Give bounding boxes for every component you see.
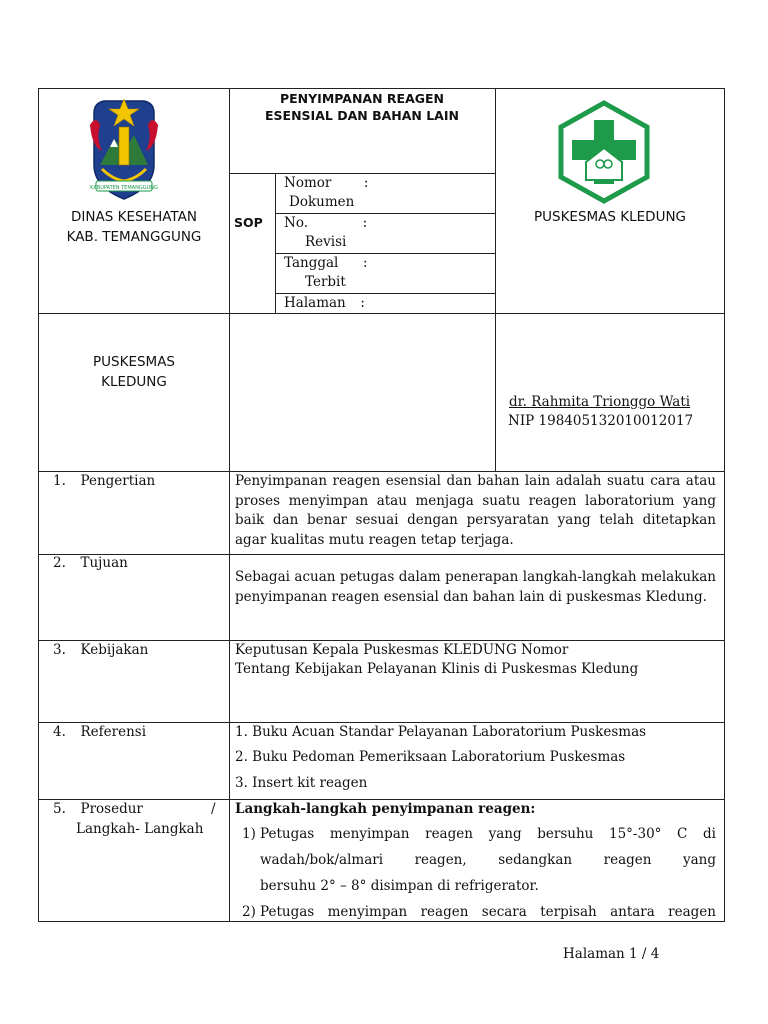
section-number: 1. [53, 473, 66, 489]
section-label: Prosedur [80, 801, 143, 817]
field-halaman [284, 294, 365, 314]
section-pengertian-text: Penyimpanan reagen esensial dan bahan lain adalah suatu cara atau proses menyimpan atau menjaga suatu reagen laboratorium yang baik dan benar sesuai dengan persyaratan yang telah ditetapkan agar kualitas mutu reagen tetap terjaga. [235, 473, 716, 548]
prosedur-label-slash: / [211, 801, 216, 817]
section-pengertian-label [53, 472, 155, 492]
section-label: Tujuan [80, 555, 128, 571]
approval-org-line1: PUSKESMAS [93, 354, 175, 370]
header-divider-right [495, 88, 496, 472]
referensi-item-2: 2. Buku Pedoman Pemeriksaan Laboratorium Puskesmas [235, 749, 626, 765]
prosedur-label-line2: Langkah- Langkah [76, 821, 204, 837]
step2-num: 2) [242, 904, 256, 920]
signer-name: dr. Rahmita Trionggo Wati [509, 394, 691, 410]
field-label: Tanggal [284, 255, 339, 271]
field-tanggal-terbit [284, 254, 368, 274]
document-title [232, 90, 492, 124]
title-line2: ESENSIAL DAN BAHAN LAIN [265, 108, 459, 123]
prosedur-heading: Langkah-langkah penyimpanan reagen: [235, 801, 536, 817]
section-number: 5. [53, 801, 66, 817]
section-referensi-label [53, 723, 146, 743]
section-label: Referensi [80, 724, 147, 740]
signer-nip: NIP 198405132010012017 [508, 413, 694, 429]
content-divider [229, 471, 230, 922]
field-sep: : [362, 215, 368, 231]
table-border-right [724, 88, 725, 922]
page-number: Halaman 1 / 4 [563, 946, 660, 962]
field-sep: : [362, 255, 368, 271]
step1-num: 1) [242, 826, 256, 842]
section-prosedur-label [53, 800, 143, 820]
section-tujuan-label [53, 554, 128, 574]
puskesmas-logo [556, 100, 652, 204]
section-number: 3. [53, 642, 66, 658]
step2-line1: Petugas menyimpan reagen secara terpisah antara reagen [260, 904, 716, 920]
field-label: No. [284, 215, 308, 231]
referensi-item-1: 1. Buku Acuan Standar Pelayanan Laboratorium Puskesmas [235, 724, 647, 740]
kebijakan-line2: Tentang Kebijakan Pelayanan Klinis di Puskesmas Kledung [235, 661, 639, 677]
dinas-name [40, 208, 228, 247]
field-label: Halaman [284, 295, 346, 311]
field-sep: : [360, 295, 365, 311]
kebijakan-line1: Keputusan Kepala Puskesmas KLEDUNG Nomor [235, 642, 569, 658]
field-sep: : [363, 175, 369, 191]
puskesmas-name-header: PUSKESMAS KLEDUNG [533, 209, 687, 225]
section-label: Kebijakan [80, 642, 149, 658]
dinas-line1: DINAS KESEHATAN [71, 209, 197, 225]
approval-org-line2: KLEDUNG [101, 373, 167, 390]
header-divider-left [229, 88, 230, 472]
section-tujuan-text: Sebagai acuan petugas dalam penerapan langkah-langkah melakukan penyimpanan reagen esensial dan bahan lain di puskesmas Kledung. [235, 569, 716, 605]
field-tanggal-terbit-2: Terbit [305, 274, 346, 290]
dinas-line2: KAB. TEMANGGUNG [66, 228, 202, 245]
step1-line2: wadah/bok/almari reagen, sedangkan reagen yang [260, 852, 716, 868]
title-line1: PENYIMPANAN REAGEN [279, 91, 445, 106]
referensi-item-3: 3. Insert kit reagen [235, 775, 368, 791]
temanggung-regency-emblem [86, 95, 162, 205]
section-number: 4. [53, 724, 66, 740]
sop-label: SOP [234, 215, 263, 230]
sop-fields-divider [275, 173, 276, 313]
field-nomor-dokumen-2: Dokumen [289, 194, 355, 210]
field-label: Nomor [284, 175, 332, 191]
step1-line1: Petugas menyimpan reagen yang bersuhu 15°-30° C di [260, 826, 716, 842]
section-kebijakan-label [53, 641, 148, 661]
table-border-top [38, 88, 725, 89]
svg-text:KABUPATEN TEMANGGUNG: KABUPATEN TEMANGGUNG [90, 185, 158, 191]
table-border-left [38, 88, 39, 922]
field-nomor-dokumen [284, 174, 368, 194]
field-no-revisi-2: Revisi [305, 234, 347, 250]
row-line-1 [38, 554, 725, 555]
step1-line3: bersuhu 2° – 8° disimpan di refrigerator. [260, 878, 539, 894]
section-label: Pengertian [80, 473, 156, 489]
section-number: 2. [53, 555, 66, 571]
field-no-revisi [284, 214, 367, 234]
header-bottom-line [38, 313, 725, 314]
approval-org [40, 353, 228, 392]
